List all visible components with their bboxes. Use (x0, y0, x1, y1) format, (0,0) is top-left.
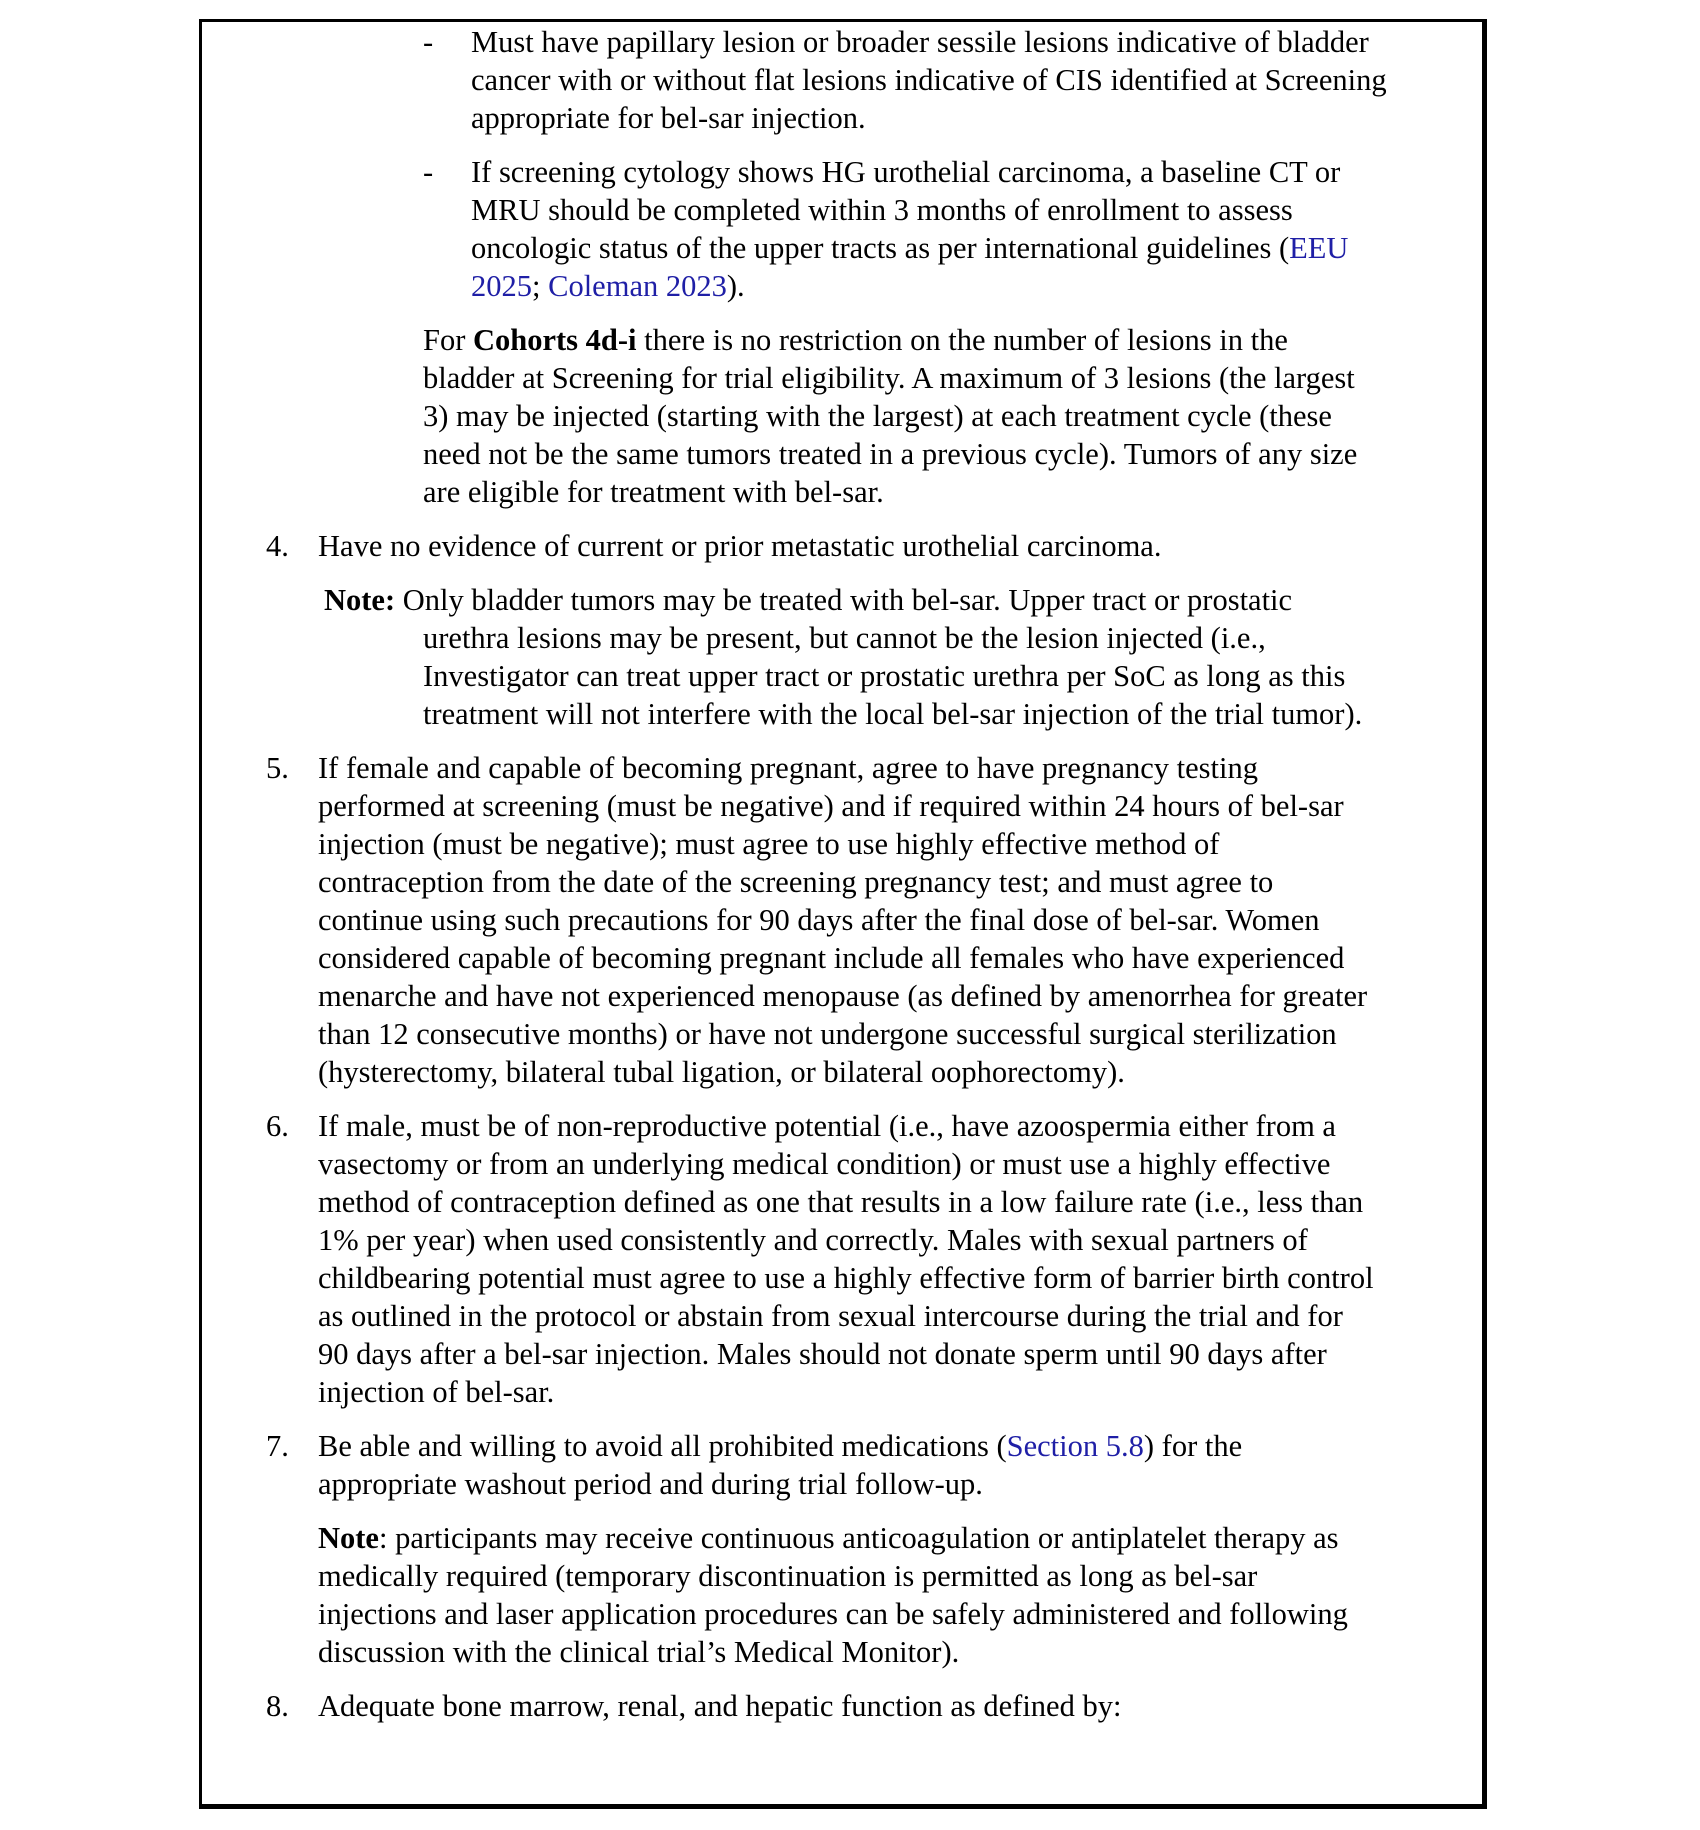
item-number: 6. (266, 1109, 289, 1143)
item-5-line: (hysterectomy, bilateral tubal ligation, or bilateral oophorectomy). (318, 1055, 1125, 1089)
bullet-2-line (471, 229, 1348, 267)
item-6-line: method of contraception defined as one that results in a low failure rate (i.e., less than (318, 1185, 1364, 1219)
item-7-note-line (318, 1519, 1339, 1557)
citation-separator: ; (532, 269, 549, 303)
bullet-2-line-text: oncologic status of the upper tracts as per international guidelines ( (471, 231, 1290, 265)
section-link[interactable]: Section 5.8 (1006, 1429, 1144, 1463)
item-number: 7. (266, 1429, 289, 1463)
item-8-text: Adequate bone marrow, renal, and hepatic function as defined by: (318, 1689, 1122, 1723)
item-7-line: appropriate washout period and during trial follow-up. (318, 1467, 983, 1501)
item-5-line: If female and capable of becoming pregnant, agree to have pregnancy testing (318, 751, 1258, 785)
note-label: Note (318, 1521, 379, 1555)
cohorts-prefix: For (423, 323, 473, 357)
bullet-marker: - (423, 155, 434, 189)
item-7-note-line: injections and laser application procedures can be safely administered and following (318, 1597, 1348, 1631)
item-number: 5. (266, 751, 289, 785)
item-7-text: ) for the (1143, 1429, 1243, 1463)
cohorts-text: there is no restriction on the number of lesions in the (636, 323, 1288, 357)
citation-link-eeu[interactable]: EEU (1289, 231, 1349, 265)
cohorts-paragraph-line (423, 321, 1288, 359)
item-number: 8. (266, 1689, 289, 1723)
bullet-marker: - (423, 25, 434, 59)
note-text: : participants may receive continuous anticoagulation or antiplatelet therapy as (378, 1521, 1339, 1555)
bullet-1-line: Must have papillary lesion or broader sessile lesions indicative of bladder (471, 25, 1369, 59)
bullet-2-line: MRU should be completed within 3 months of enrollment to assess (471, 193, 1293, 227)
item-6-line: If male, must be of non-reproductive potential (i.e., have azoospermia either from a (318, 1109, 1336, 1143)
note-text: Only bladder tumors may be treated with bel-sar. Upper tract or prostatic (395, 583, 1293, 617)
item-4-text: Have no evidence of current or prior metastatic urothelial carcinoma. (318, 529, 1162, 563)
item-5-line: continue using such precautions for 90 days after the final dose of bel-sar. Women (318, 903, 1320, 937)
item-5-line: than 12 consecutive months) or have not undergone successful surgical sterilization (318, 1017, 1337, 1051)
item-4-note-line: treatment will not interfere with the local bel-sar injection of the trial tumor). (423, 697, 1363, 731)
citation-link-eeu-year[interactable]: 2025 (471, 269, 532, 303)
citation-tail: ). (726, 269, 745, 303)
note-label: Note: (324, 583, 396, 617)
item-6-line: 1% per year) when used consistently and correctly. Males with sexual partners of (318, 1223, 1308, 1257)
item-7-note-line: medically required (temporary discontinuation is permitted as long as bel-sar (318, 1559, 1258, 1593)
item-7-line (318, 1427, 1242, 1465)
item-5-line: considered capable of becoming pregnant include all females who have experienced (318, 941, 1345, 975)
item-5-line: injection (must be negative); must agree to use highly effective method of (318, 827, 1220, 861)
item-7-note-line: discussion with the clinical trial’s Medical Monitor). (318, 1635, 960, 1669)
item-5-line: performed at screening (must be negative) and if required within 24 hours of bel-sar (318, 789, 1344, 823)
bullet-1-line: cancer with or without flat lesions indicative of CIS identified at Screening (471, 63, 1387, 97)
cohorts-paragraph-line: need not be the same tumors treated in a previous cycle). Tumors of any size (423, 437, 1358, 471)
bullet-2-line (471, 267, 745, 305)
item-number: 4. (266, 529, 289, 563)
item-5-line: contraception from the date of the screening pregnancy test; and must agree to (318, 865, 1274, 899)
item-4-note-line (324, 581, 1292, 619)
citation-link-coleman[interactable]: Coleman 2023 (548, 269, 727, 303)
item-6-line: injection of bel-sar. (318, 1375, 555, 1409)
item-6-line: vasectomy or from an underlying medical condition) or must use a highly effective (318, 1147, 1331, 1181)
cohorts-paragraph-line: 3) may be injected (starting with the largest) at each treatment cycle (these (423, 399, 1332, 433)
cohorts-paragraph-line: are eligible for treatment with bel-sar. (423, 475, 884, 509)
item-5-line: menarche and have not experienced menopause (as defined by amenorrhea for greater (318, 979, 1368, 1013)
cohorts-label: Cohorts 4d-i (473, 323, 637, 357)
item-6-line: as outlined in the protocol or abstain from sexual intercourse during the trial and for (318, 1299, 1343, 1333)
item-6-line: childbearing potential must agree to use a highly effective form of barrier birth control (318, 1261, 1374, 1295)
bullet-1-line: appropriate for bel-sar injection. (471, 101, 866, 135)
bullet-2-line: If screening cytology shows HG urothelial carcinoma, a baseline CT or (471, 155, 1341, 189)
item-4-note-line: Investigator can treat upper tract or prostatic urethra per SoC as long as this (423, 659, 1346, 693)
item-7-text: Be able and willing to avoid all prohibited medications ( (318, 1429, 1007, 1463)
cohorts-paragraph-line: bladder at Screening for trial eligibility. A maximum of 3 lesions (the largest (423, 361, 1355, 395)
item-4-note-line: urethra lesions may be present, but cannot be the lesion injected (i.e., (423, 621, 1266, 655)
item-6-line: 90 days after a bel-sar injection. Males should not donate sperm until 90 days after (318, 1337, 1327, 1371)
